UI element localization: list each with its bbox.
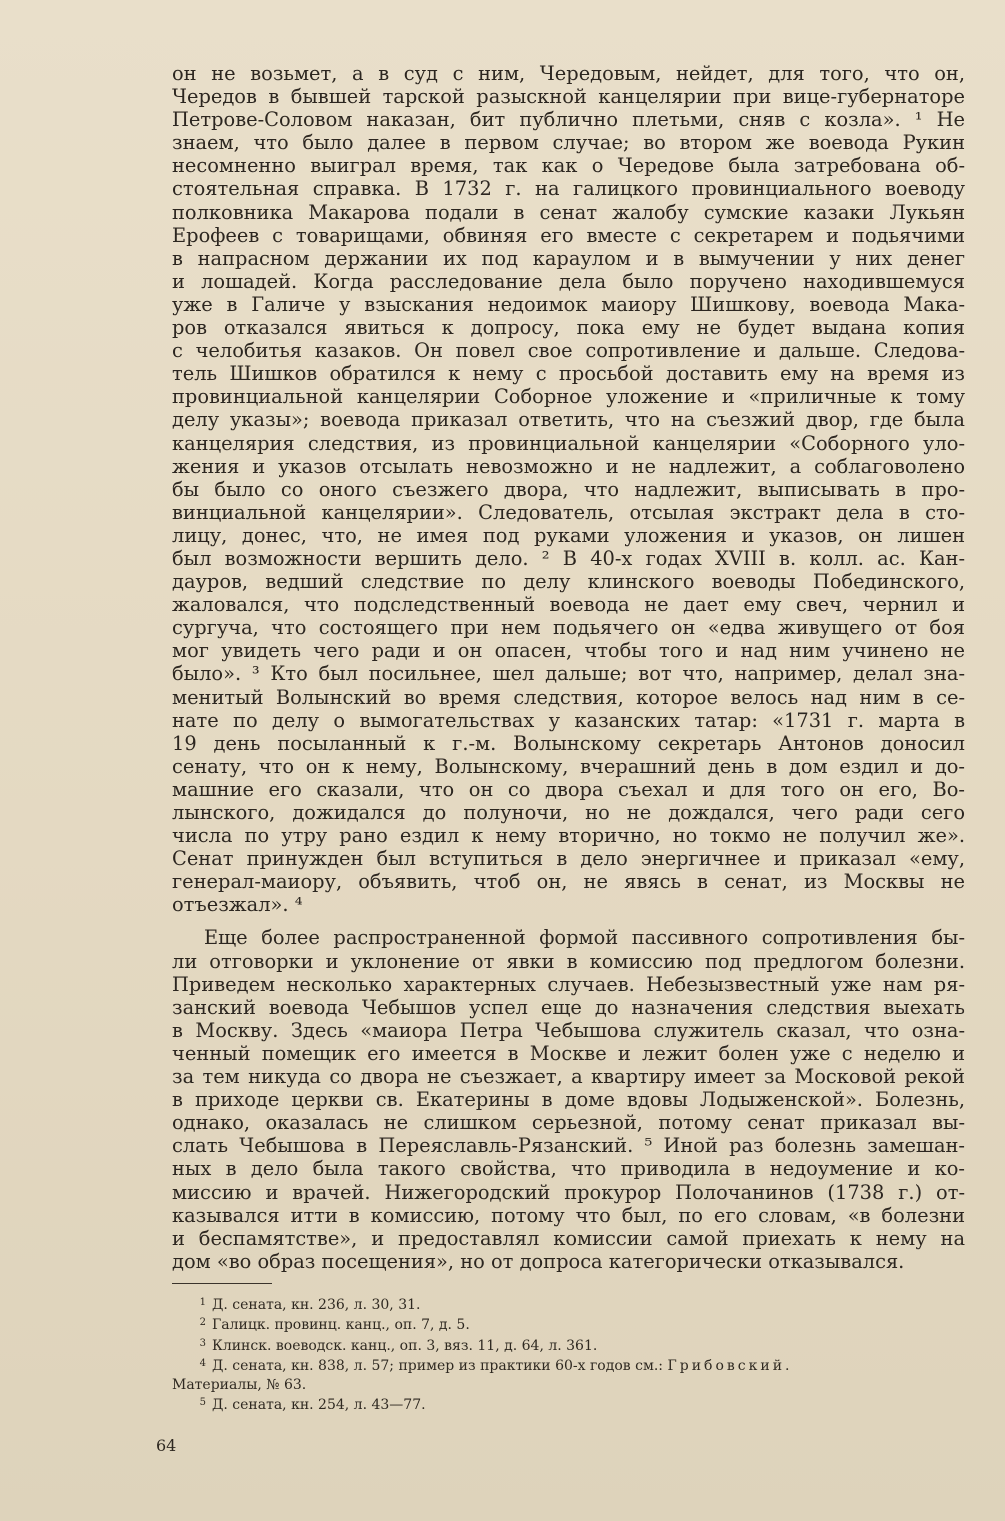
paragraph-2 xyxy=(172,926,965,1272)
text-line: был возможности вершить дело. ² В 40-х годах XVIII в. колл. ас. Кан- xyxy=(172,546,965,570)
text-line: лицу, донес, что, не имея под руками уложения и указов, он лишен xyxy=(172,523,965,547)
text-line: провинциальной канцелярии Соборное уложение и «приличные к тому xyxy=(172,385,965,409)
text-line: Приведем несколько характерных случаев. Небезызвестный уже нам ря- xyxy=(172,972,965,996)
footnote-text: Галицк. провинц. канц., оп. 7, д. 5. xyxy=(212,1317,470,1334)
footnote-number: 1 xyxy=(199,1296,206,1308)
footnote-text: Д. сената, кн. 236, л. 30, 31. xyxy=(212,1296,421,1313)
footnote-number: 5 xyxy=(199,1396,206,1408)
text-line: слать Чебышова в Переяславль-Рязанский. ⁵ Иной раз болезнь замешан- xyxy=(172,1134,965,1158)
footnote-number: 2 xyxy=(199,1317,206,1329)
text-line: Петрове-Соловом наказан, бит публично плетьми, сняв с козла». ¹ Не xyxy=(172,108,965,132)
text-line: Ерофеев с товарищами, обвиняя его вместе с секретарем и подьячими xyxy=(172,223,965,247)
text-line: ченный помещик его имеется в Москве и лежит болен уже с неделю и xyxy=(172,1041,965,1065)
text-line: менитый Волынский во время следствия, которое велось над ним в се- xyxy=(172,685,965,709)
text-line: ров отказался явиться к допросу, пока ему не будет выдана копия xyxy=(172,316,965,340)
text-line: было». ³ Кто был посильнее, шел дальше; вот что, например, делал зна- xyxy=(172,662,965,686)
text-line: Сенат принужден был вступиться в дело энергичнее и приказал «ему, xyxy=(172,847,965,871)
footnote-text: Клинск. воеводск. канц., оп. 3, вяз. 11, д. 64, л. 361. xyxy=(212,1337,598,1354)
text-line: Чередов в бывшей тарской разыскной канцелярии при вице-губернаторе xyxy=(172,85,965,109)
text-line: он не возьмет, а в суд с ним, Чередовым, нейдет, для того, что он, xyxy=(172,62,965,85)
text-line: винциальной канцелярии». Следователь, отсылая экстракт дела в сто- xyxy=(172,500,965,524)
text-line: лынского, дожидался до полуночи, но не дождался, чего ради сего xyxy=(172,801,965,824)
text-line: тель Шишков обратился к нему с просьбой доставить ему на время из xyxy=(172,362,965,386)
text-line: занский воевода Чебышов успел еще до назначения следствия выехать xyxy=(172,995,965,1019)
text-line: миссию и врачей. Нижегородский прокурор Полочанинов (1738 г.) от- xyxy=(172,1180,965,1204)
text-line: жения и указов отсылать невозможно и не надлежит, а соблаговолено xyxy=(172,454,965,478)
text-line: делу указы»; воевода приказал ответить, что на съезжий двор, где была xyxy=(172,408,965,432)
text-line: полковника Макарова подали в сенат жалобу сумские казаки Лукьян xyxy=(172,200,965,224)
text-line: ных в дело была такого свойства, что приводила в недоумение и ко- xyxy=(172,1157,965,1181)
text-line: в напрасном держании их под караулом и в вымучении у них денег xyxy=(172,246,965,270)
text-line: знаем, что было далее в первом случае; во втором же воевода Рукин xyxy=(172,131,965,155)
text-line: стоятельная справка. В 1732 г. на галицкого провинциального воеводу xyxy=(172,177,965,201)
text-line: 19 день посыланный к г.-м. Волынскому секретарь Антонов доносил xyxy=(172,731,965,755)
text-line: числа по утру рано ездил к нему вторично, но токмо не получил же». xyxy=(172,824,965,848)
footnote-5 xyxy=(172,1394,965,1414)
text-line: в Москву. Здесь «маиора Петра Чебышова служитель сказал, что озна- xyxy=(172,1018,965,1042)
text-line: и беспамятстве», и предоставлял комиссии самой приехать к нему на xyxy=(172,1226,965,1250)
text-line: сургуча, что состоящего при нем подьячего он «едва живущего от боя xyxy=(172,616,965,640)
text-line: мог увидеть чего ради и он опасен, чтобы того и над ним учинено не xyxy=(172,639,965,663)
footnotes xyxy=(172,1294,965,1414)
footnote-text: Д. сената, кн. 254, л. 43—77. xyxy=(212,1396,426,1413)
text-line: дауров, ведший следствие по делу клинского воеводы Побединского, xyxy=(172,570,965,594)
text-line: в приходе церкви св. Екатерины в доме вдовы Лодыженской». Болезнь, xyxy=(172,1088,965,1112)
footnote-author: Грибовский. xyxy=(667,1358,793,1375)
footnote-text: Д. сената, кн. 838, л. 57; пример из практики 60-х годов см.: xyxy=(212,1358,664,1375)
text-line: казывался итти в комиссию, потому что был, по его словам, «в болезни xyxy=(172,1203,965,1227)
text-line: и лошадей. Когда расследование дела было поручено находившемуся xyxy=(172,269,965,293)
footnote-4 xyxy=(172,1355,965,1375)
footnote-1 xyxy=(172,1294,965,1314)
page-number: 64 xyxy=(156,1436,177,1455)
footnote-3 xyxy=(172,1335,965,1355)
text-line: генерал-маиору, объявить, чтоб он, не явясь в сенат, из Москвы не xyxy=(172,870,965,894)
footnote-2 xyxy=(172,1314,965,1334)
text-line: отъезжал». ⁴ xyxy=(172,893,303,917)
footnote-number: 4 xyxy=(199,1358,206,1370)
footnote-number: 3 xyxy=(199,1337,206,1349)
text-line: несомненно выиграл время, так как о Чередове была затребована об- xyxy=(172,154,965,178)
text-line: уже в Галиче у взыскания недоимок маиору Шишкову, воевода Мака- xyxy=(172,292,965,316)
paragraph-1 xyxy=(172,62,965,916)
text-line: машние его сказали, что он со двора съехал и для того он его, Во- xyxy=(172,777,965,801)
text-line: дом «во образ посещения», но от допроса категорически отказывался. xyxy=(172,1249,905,1273)
text-block xyxy=(172,62,965,1414)
text-line: бы было со оного съезжего двора, что надлежит, выписывать в про- xyxy=(172,477,965,501)
text-line: однако, оказалась не слишком серьезной, потому сенат приказал вы- xyxy=(172,1111,965,1135)
footnote-separator xyxy=(172,1283,272,1284)
text-line: жаловался, что подследственный воевода не дает ему свеч, чернил и xyxy=(172,593,965,617)
text-line: канцелярия следствия, из провинциальной канцелярии «Соборного уло- xyxy=(172,431,965,455)
text-line: ли отговорки и уклонение от явки в комиссию под предлогом болезни. xyxy=(172,949,965,973)
text-line: сенату, что он к нему, Волынскому, вчерашний день в дом ездил и до- xyxy=(172,754,965,778)
footnote-text: Материалы, № 63. xyxy=(172,1376,307,1393)
text-line: нате по делу о вымогательствах у казанских татар: «1731 г. марта в xyxy=(172,708,965,732)
text-line: Еще более распространенной формой пассивного сопротивления бы- xyxy=(204,926,965,950)
text-line: за тем никуда со двора не съезжает, а квартиру имеет за Московой рекой xyxy=(172,1065,965,1089)
footnote-4-continuation xyxy=(172,1376,965,1394)
text-line: с челобитья казаков. Он повел свое сопротивление и дальше. Следова- xyxy=(172,339,965,363)
